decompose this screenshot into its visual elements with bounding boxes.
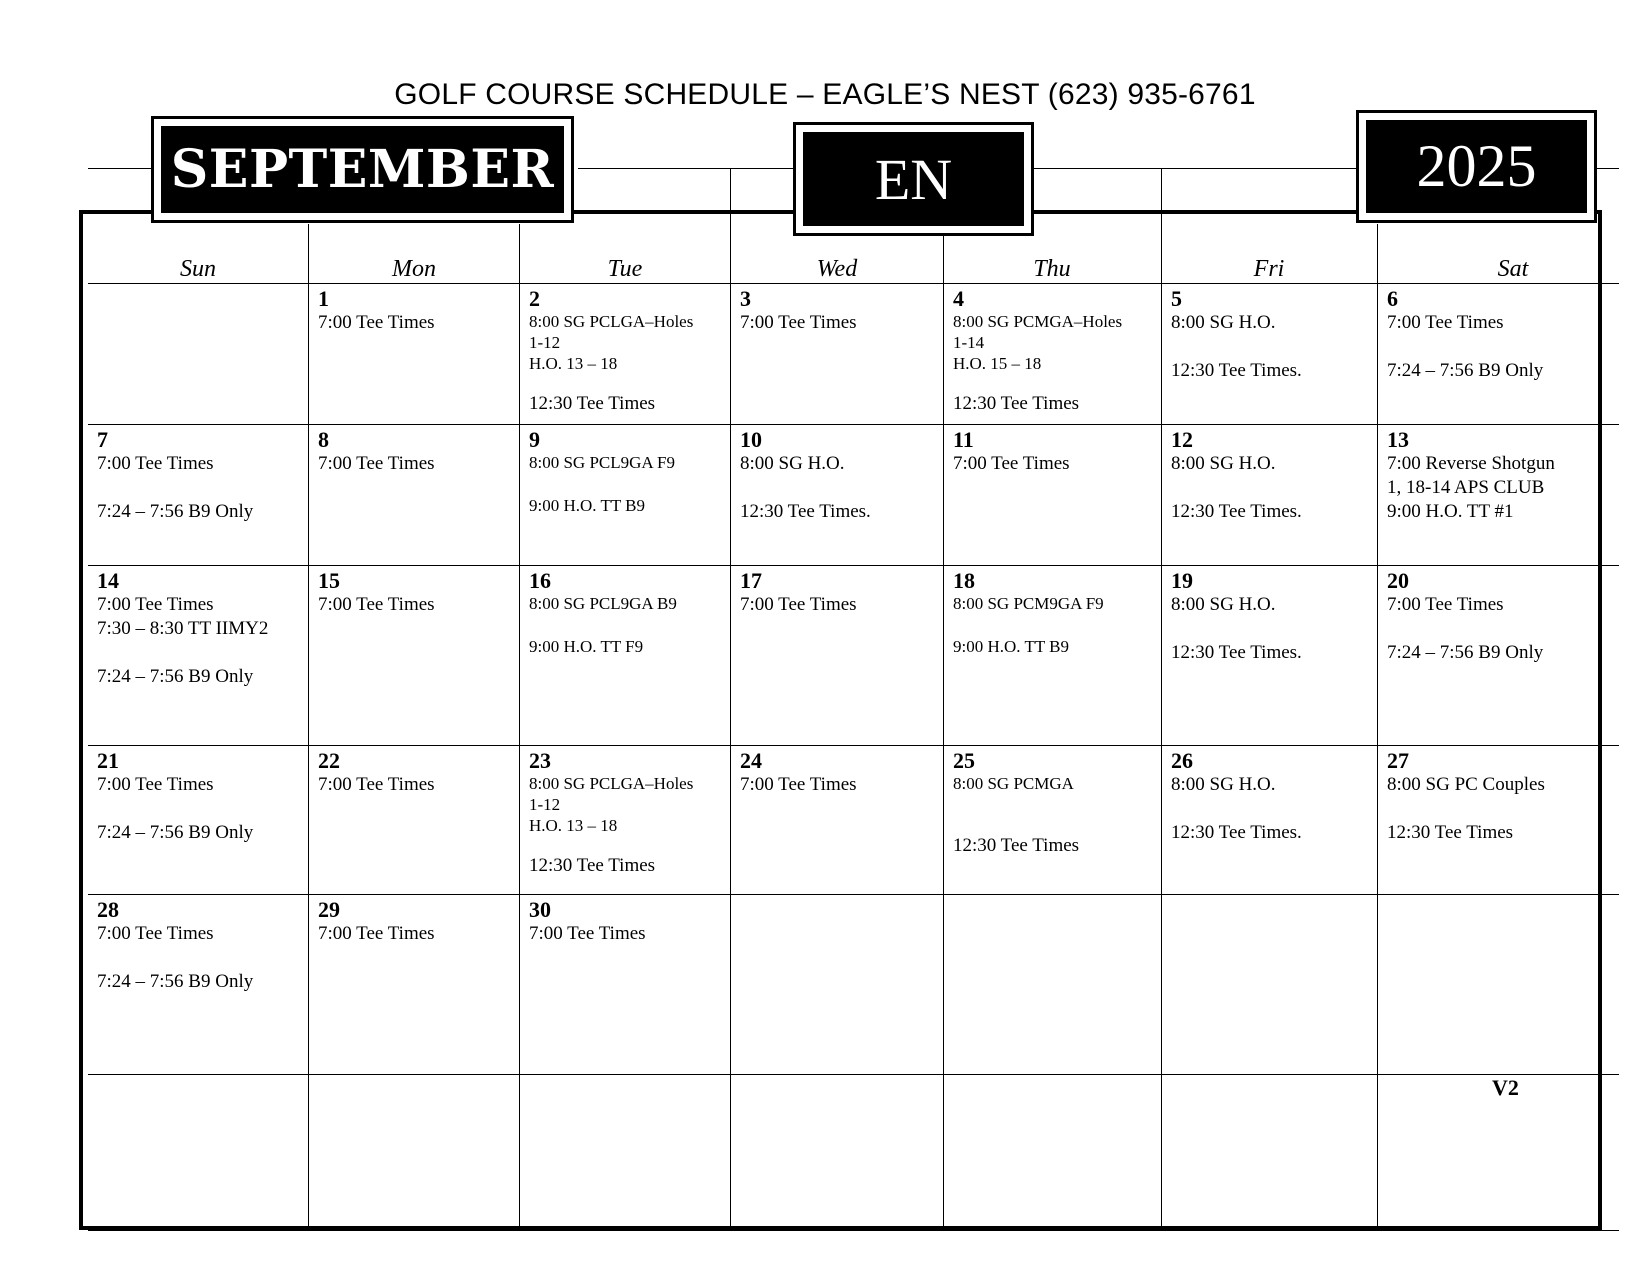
event-text: 9:00 H.O. TT B9 [529, 496, 646, 515]
event-text: 7:00 Tee Times [97, 594, 214, 615]
event-text: 7:30 – 8:30 TT IIMY2 [97, 618, 269, 639]
day-number: 13 [1387, 427, 1409, 452]
dayname-mon: Mon [392, 256, 436, 282]
day-number: 28 [97, 897, 119, 922]
day-cell [88, 895, 308, 994]
day-number: 3 [740, 286, 751, 311]
day-number: 15 [318, 568, 340, 593]
day-number: 24 [740, 748, 762, 773]
event-text: 8:00 SG PCL9GA F9 [529, 453, 675, 472]
event-text: 8:00 SG PCM9GA F9 [953, 594, 1104, 613]
year-badge [1356, 110, 1597, 223]
event-text: 7:00 Tee Times [740, 594, 857, 615]
event-text: 9:00 H.O. TT F9 [529, 637, 644, 656]
day-cell [1162, 284, 1377, 383]
day-cell [309, 746, 519, 797]
month-label: SEPTEMBER [161, 126, 564, 213]
grid-col-line [730, 210, 731, 1230]
day-cell [731, 566, 943, 617]
event-text: 1, 18-14 APS CLUB [1387, 477, 1545, 498]
event-text: 12:30 Tee Times [529, 855, 656, 876]
day-cell [88, 746, 308, 845]
day-cell [1378, 284, 1600, 383]
day-cell [944, 746, 1160, 858]
day-number: 30 [529, 897, 551, 922]
day-cell [731, 746, 943, 797]
day-cell [731, 284, 943, 335]
event-text: 7:00 Tee Times [318, 923, 435, 944]
event-text: 7:00 Tee Times [740, 774, 857, 795]
dayname-fri: Fri [1253, 256, 1285, 282]
event-text: 8:00 SG PC Couples [1387, 774, 1545, 795]
event-text: 8:00 SG H.O. [1171, 594, 1276, 615]
day-number: 19 [1171, 568, 1193, 593]
day-cell [1378, 566, 1600, 665]
event-text: 7:24 – 7:56 B9 Only [97, 501, 254, 522]
event-text: 12:30 Tee Times [953, 393, 1080, 414]
event-text: 7:00 Tee Times [97, 774, 214, 795]
event-text: 7:00 Tee Times [1387, 594, 1504, 615]
day-cell [944, 425, 1160, 476]
page-title: GOLF COURSE SCHEDULE – EAGLE’S NEST (623) 935-6761 [394, 78, 1256, 111]
day-number: 8 [318, 427, 329, 452]
day-number: 6 [1387, 286, 1398, 311]
event-text: 12:30 Tee Times. [1171, 822, 1302, 843]
event-text: 7:24 – 7:56 B9 Only [97, 666, 254, 687]
day-number: 18 [953, 568, 975, 593]
day-number: 14 [97, 568, 119, 593]
day-number: 29 [318, 897, 340, 922]
event-text: 7:00 Tee Times [318, 312, 435, 333]
event-text: 7:24 – 7:56 B9 Only [1387, 642, 1544, 663]
event-text: 12:30 Tee Times [953, 835, 1080, 856]
day-cell [309, 284, 519, 335]
year-label: 2025 [1366, 120, 1587, 213]
event-text: 7:24 – 7:56 B9 Only [1387, 360, 1544, 381]
event-text: 12:30 Tee Times. [1171, 642, 1302, 663]
event-text: 12:30 Tee Times [529, 393, 656, 414]
top-rule-mid-right [1034, 168, 1359, 169]
day-cell [520, 284, 730, 416]
grid-row-line [88, 1230, 1619, 1231]
day-number: 16 [529, 568, 551, 593]
event-text: 7:00 Reverse Shotgun [1387, 453, 1555, 474]
event-text: 7:00 Tee Times [1387, 312, 1504, 333]
day-number: 21 [97, 748, 119, 773]
day-number: 7 [97, 427, 108, 452]
course-code-label: EN [803, 132, 1024, 226]
event-text: 1-12 [529, 333, 561, 352]
top-rule-left [88, 168, 156, 169]
day-cell [88, 566, 308, 689]
day-cell [520, 895, 730, 946]
day-cell [944, 284, 1160, 416]
course-code-badge [793, 122, 1034, 236]
event-text: 7:00 Tee Times [318, 453, 435, 474]
day-number: 12 [1171, 427, 1193, 452]
event-text: 7:00 Tee Times [953, 453, 1070, 474]
dayname-wed: Wed [816, 256, 858, 282]
event-text: H.O. 15 – 18 [953, 354, 1042, 373]
event-text: 8:00 SG H.O. [1171, 312, 1276, 333]
event-text: 8:00 SG PCLGA–Holes [529, 312, 694, 331]
day-cell [309, 895, 519, 946]
day-cell [520, 746, 730, 878]
dayname-sun: Sun [180, 256, 216, 282]
version-label: V2 [1492, 1075, 1519, 1100]
event-text: 7:00 Tee Times [97, 923, 214, 944]
grid-col-line [308, 224, 309, 1230]
day-number: 17 [740, 568, 762, 593]
dayname-tue: Tue [607, 256, 643, 282]
day-cell [520, 425, 730, 516]
event-text: 8:00 SG PCMGA [953, 774, 1074, 793]
event-text: 8:00 SG H.O. [1171, 774, 1276, 795]
day-number: 25 [953, 748, 975, 773]
day-cell [944, 566, 1160, 657]
event-text: 1-14 [953, 333, 985, 352]
day-number: 2 [529, 286, 540, 311]
day-cell [88, 425, 308, 524]
event-text: 1-12 [529, 795, 561, 814]
day-cell [1162, 425, 1377, 524]
day-cell [1378, 746, 1600, 845]
event-text: 12:30 Tee Times [1387, 822, 1514, 843]
day-number: 1 [318, 286, 329, 311]
event-text: 12:30 Tee Times. [740, 501, 871, 522]
day-number: 11 [953, 427, 974, 452]
event-text: 7:24 – 7:56 B9 Only [97, 822, 254, 843]
dayname-sat: Sat [1497, 256, 1529, 282]
day-number: 20 [1387, 568, 1409, 593]
day-cell [731, 425, 943, 524]
event-text: 12:30 Tee Times. [1171, 360, 1302, 381]
event-text: H.O. 13 – 18 [529, 816, 618, 835]
event-text: 8:00 SG PCMGA–Holes [953, 312, 1123, 331]
day-number: 22 [318, 748, 340, 773]
event-text: 12:30 Tee Times. [1171, 501, 1302, 522]
event-text: 7:00 Tee Times [97, 453, 214, 474]
event-text: 8:00 SG H.O. [740, 453, 845, 474]
top-rule-right [1597, 168, 1619, 169]
day-cell [309, 566, 519, 617]
day-number: 27 [1387, 748, 1409, 773]
top-tick-fri [1161, 168, 1162, 210]
day-number: 23 [529, 748, 551, 773]
day-cell [1162, 566, 1377, 665]
event-text: 7:00 Tee Times [740, 312, 857, 333]
event-text: 7:00 Tee Times [529, 923, 646, 944]
top-tick-wed [730, 168, 731, 210]
day-number: 9 [529, 427, 540, 452]
day-number: 4 [953, 286, 964, 311]
day-cell [1162, 746, 1377, 845]
event-text: 7:00 Tee Times [318, 594, 435, 615]
day-number: 26 [1171, 748, 1193, 773]
grid-row-line [88, 1074, 1619, 1075]
event-text: 9:00 H.O. TT #1 [1387, 501, 1514, 522]
top-rule-mid-left [578, 168, 793, 169]
day-cell [520, 566, 730, 657]
event-text: 7:24 – 7:56 B9 Only [97, 971, 254, 992]
day-number: 5 [1171, 286, 1182, 311]
event-text: 9:00 H.O. TT B9 [953, 637, 1070, 656]
event-text: H.O. 13 – 18 [529, 354, 618, 373]
event-text: 7:00 Tee Times [318, 774, 435, 795]
dayname-thu: Thu [1033, 256, 1071, 282]
event-text: 8:00 SG PCL9GA B9 [529, 594, 677, 613]
month-badge [151, 116, 574, 223]
day-number: 10 [740, 427, 762, 452]
day-cell [1378, 425, 1600, 524]
event-text: 8:00 SG H.O. [1171, 453, 1276, 474]
day-cell [309, 425, 519, 476]
event-text: 8:00 SG PCLGA–Holes [529, 774, 694, 793]
